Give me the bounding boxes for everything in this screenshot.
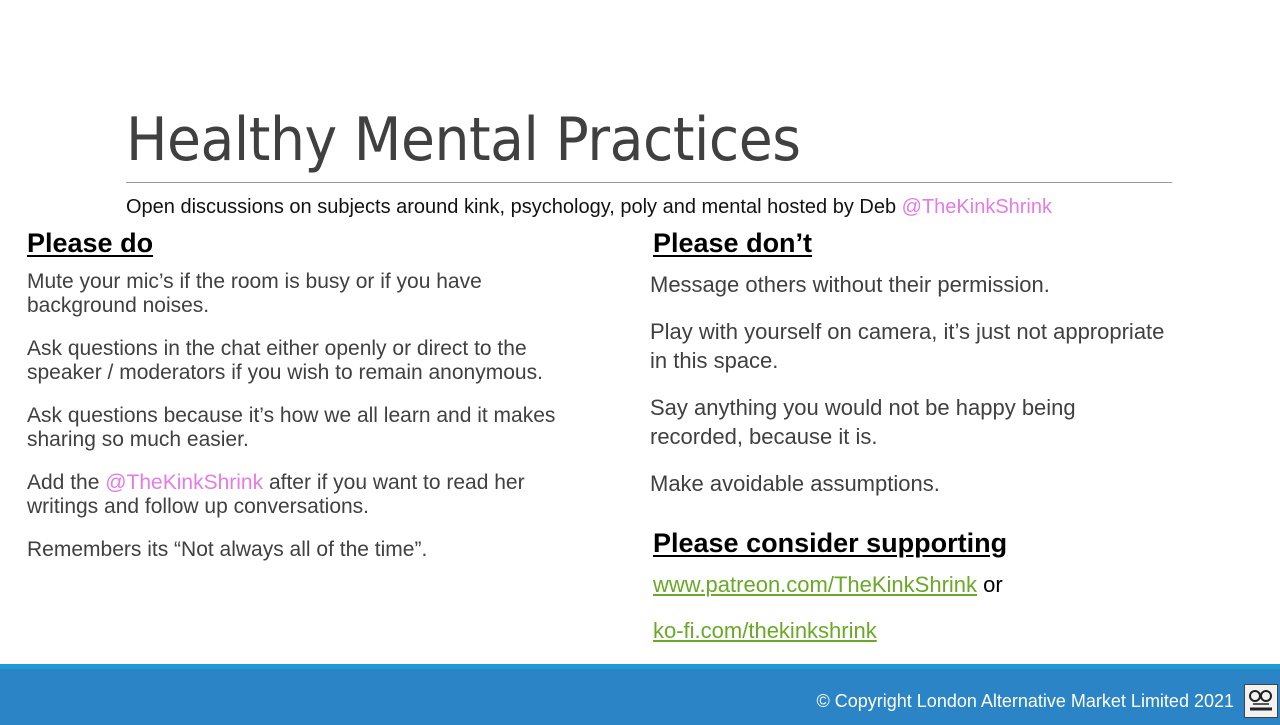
title-divider [126,182,1172,183]
add-item-after: after if you want to read her writings and follow up conversations. [27,471,525,518]
patreon-link[interactable]: www.patreon.com/TheKinkShrink [653,572,978,597]
footer-bar [0,664,1280,725]
please-dont-item-camera: Play with yourself on camera, it’s just not appropriate in this space. [650,319,1165,373]
please-do-heading: Please do [27,228,154,258]
company-logo [1244,684,1278,718]
slide-title: Healthy Mental Practices [126,105,801,175]
please-dont-list [650,270,1170,516]
kofi-link[interactable]: ko-fi.com/thekinkshrink [653,618,877,643]
subtitle-text: Open discussions on subjects around kink, psychology, poly and mental hosted by Deb [126,196,902,218]
please-dont-item-assumptions: Make avoidable assumptions. [650,471,940,496]
slide-subtitle [126,196,1052,219]
patreon-row [653,570,1003,600]
logo-icon [1245,685,1277,717]
please-do-item-ask-learn: Ask questions because it’s how we all learn and it makes sharing so much easier. [27,404,556,451]
please-do-item-mute: Mute your mic’s if the room is busy or if you have background noises. [27,270,482,317]
please-do-item-remember: Remembers its “Not always all of the time”. [27,538,428,561]
support-links [653,570,1003,662]
kofi-row [653,616,1003,646]
add-item-handle: @TheKinkShrink [105,471,264,494]
please-do-item-ask-chat: Ask questions in the chat either openly or direct to the speaker / moderators if you wish to remain anonymous. [27,337,543,384]
please-do-item-add-handle [27,471,567,519]
link-connector: or [977,572,1003,597]
support-heading: Please consider supporting [653,528,1008,558]
copyright-text: © Copyright London Alternative Market Limited 2021 [816,691,1234,711]
please-dont-heading: Please don’t [653,228,813,258]
add-item-before: Add the [27,471,106,494]
please-dont-item-message: Message others without their permission. [650,272,1050,297]
subtitle-handle: @TheKinkShrink [901,196,1053,218]
please-do-list [27,270,567,581]
please-dont-item-recorded: Say anything you would not be happy being recorded, because it is. [650,395,1076,449]
